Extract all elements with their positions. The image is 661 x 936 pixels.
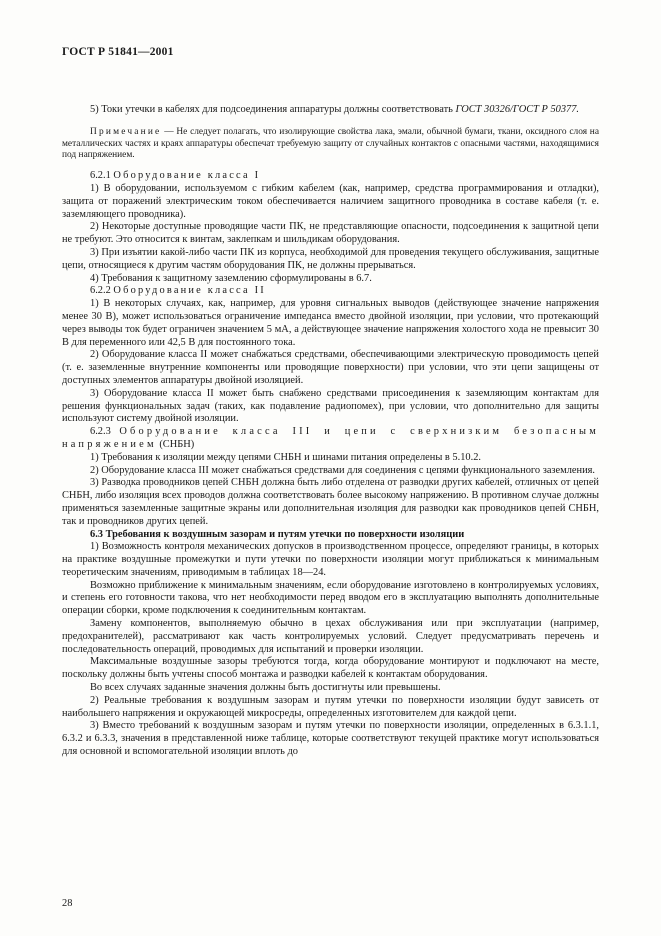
page-number: 28: [62, 898, 73, 909]
paragraph: 2) Некоторые доступные проводящие части ПК, не представляющие опасности, подсоединения к защитной цепи не требуют. Это относится к винтам, заклепкам и шильдикам оборудования.: [62, 221, 599, 246]
note: [62, 127, 599, 162]
note-label: Примечание: [90, 126, 162, 137]
paragraph: Возможно приближение к минимальным значениям, если оборудование изготовлено в контролируемых условиях, и степень его готовности такова, что нет необходимости перед вводом его в эксплуатацию выполнять дополнительные операции сборки, кроме подключения к соединительным контактам.: [62, 579, 599, 617]
paragraph: 3) При изъятии какой-либо части ПК из корпуса, необходимой для проведения текущего обслуживания, защитные цепи, относящиеся к другим частям оборудования ПК, не должны прерываться.: [62, 246, 599, 271]
paragraph: Во всех случаях заданные значения должны быть достигнуты или превышены.: [90, 682, 441, 694]
paragraph: 1) Требования к изоляции между цепями СНБН и шинами питания определены в 5.10.2.: [90, 451, 481, 463]
page-header-standard: ГОСТ Р 51841—2001: [62, 46, 174, 58]
paragraph: 4) Требования к защитному заземлению сформулированы в 6.7.: [90, 272, 372, 284]
section-heading-6-2-2: 6.2.2 Оборудование класса II: [90, 285, 266, 297]
section-heading-6-2-1: 6.2.1 Оборудование класса I: [90, 170, 261, 182]
section-heading-6-3: 6.3 Требования к воздушным зазорам и путям утечки по поверхности изоляции: [90, 528, 465, 540]
paragraph: 2) Оборудование класса II может снабжаться средствами, обеспечивающими электрическую проводимость цепей (т. е. заземленные внутренние компоненты или проводящие поверхности) при условии, что эти цепи защищены от доступных элементов аппаратуры двойной изоляцией.: [62, 349, 599, 386]
body-text: [62, 104, 599, 759]
paragraph: 1) Возможность контроля механических допусков в производственном процессе, определяют границы, в которых на практике воздушные промежутки и пути утечки по поверхности изоляции могут приближаться к минимальным теоретическим значениям, приводимым в таблицах 18—24.: [62, 541, 599, 578]
paragraph: Замену компонентов, выполняемую обычно в цехах обслуживания или при эксплуатации (например, предохранителей), рассматривают как часть контролируемых условий. Следует предусматривать перечень и последовательность операций, проводимых для испытаний и проверки изоляции.: [62, 618, 599, 655]
paragraph: 3) Вместо требований к воздушным зазорам и путям утечки по поверхности изоляции, определенных в 6.3.1.1, 6.3.2 и 6.3.3, значения в представленной ниже таблице, которые соответствуют текущей практике могут использоваться для основной и вспомогательной изоляции вплоть до: [62, 720, 599, 758]
paragraph: 1) В оборудовании, используемом с гибким кабелем (как, например, средства программирования и отладки), защита от поражений электрическим током обеспечивается наличием защитного проводника в составе кабеля (т. е. заземляющего проводника).: [62, 182, 599, 220]
paragraph: 2) Оборудование класса III может снабжаться средствами для соединения с цепями функционального заземления.: [90, 464, 596, 476]
paragraph: 2) Реальные требования к воздушным зазорам и путям утечки по поверхности изоляции будут зависеть от наибольшего напряжения и окружающей микросреды, определенных изготовителем для каждой цепи.: [62, 694, 599, 719]
paragraph: Максимальные воздушные зазоры требуются тогда, когда оборудование монтируют и подключают на месте, поскольку должны быть учтены способ монтажа и разводки кабелей к контактам оборудования.: [62, 656, 599, 681]
standard-reference: ГОСТ 30326/ГОСТ Р 50377.: [455, 104, 580, 115]
note-text: — Не следует полагать, что изолирующие свойства лака, эмали, обычной бумаги, ткани, оксидного слоя на металлических частях и краях аппаратуры обеспечат требуемую защиту от случайных контактов с опасными частями, находящимися под напряжением.: [62, 126, 599, 161]
paragraph: 1) В некоторых случаях, как, например, для уровня сигнальных выводов (действующее значение напряжения менее 30 В), может использоваться ограничение импеданса вместо двойной изоляции, при условии, что протекающий через выводы ток будет ограничен значением 5 мА, а действующее значение напряжения холостого хода не превысит 30 В для переменного или 42,5 В для постоянного тока.: [62, 298, 599, 348]
section-heading-6-2-3: 6.2.3 Оборудование класса III и цепи с сверхнизким безопасным напряжением (СНБН): [62, 426, 599, 450]
paragraph: 5) Токи утечки в кабелях для подсоединения аппаратуры должны соответствовать ГОСТ 30326/ГОСТ Р 50377.: [90, 104, 580, 115]
paragraph: 3) Оборудование класса II может быть снабжено средствами присоединения к заземляющим контактам для решения функциональных задач (таких, как подавление радиопомех), при условии, что дополнительно для защиты используют систему двойной изоляции.: [62, 387, 599, 425]
paragraph: 3) Разводка проводников цепей СНБН должна быть либо отделена от разводки других кабелей, отличных от цепей СНБН, либо изоляция всех проводов должна соответствовать более высокому напряжению. В противном случае должны применяться заземленные защитные экраны или дополнительная изоляция для разводки как проводников цепей СНБН, так и проводников других цепей.: [62, 477, 599, 527]
